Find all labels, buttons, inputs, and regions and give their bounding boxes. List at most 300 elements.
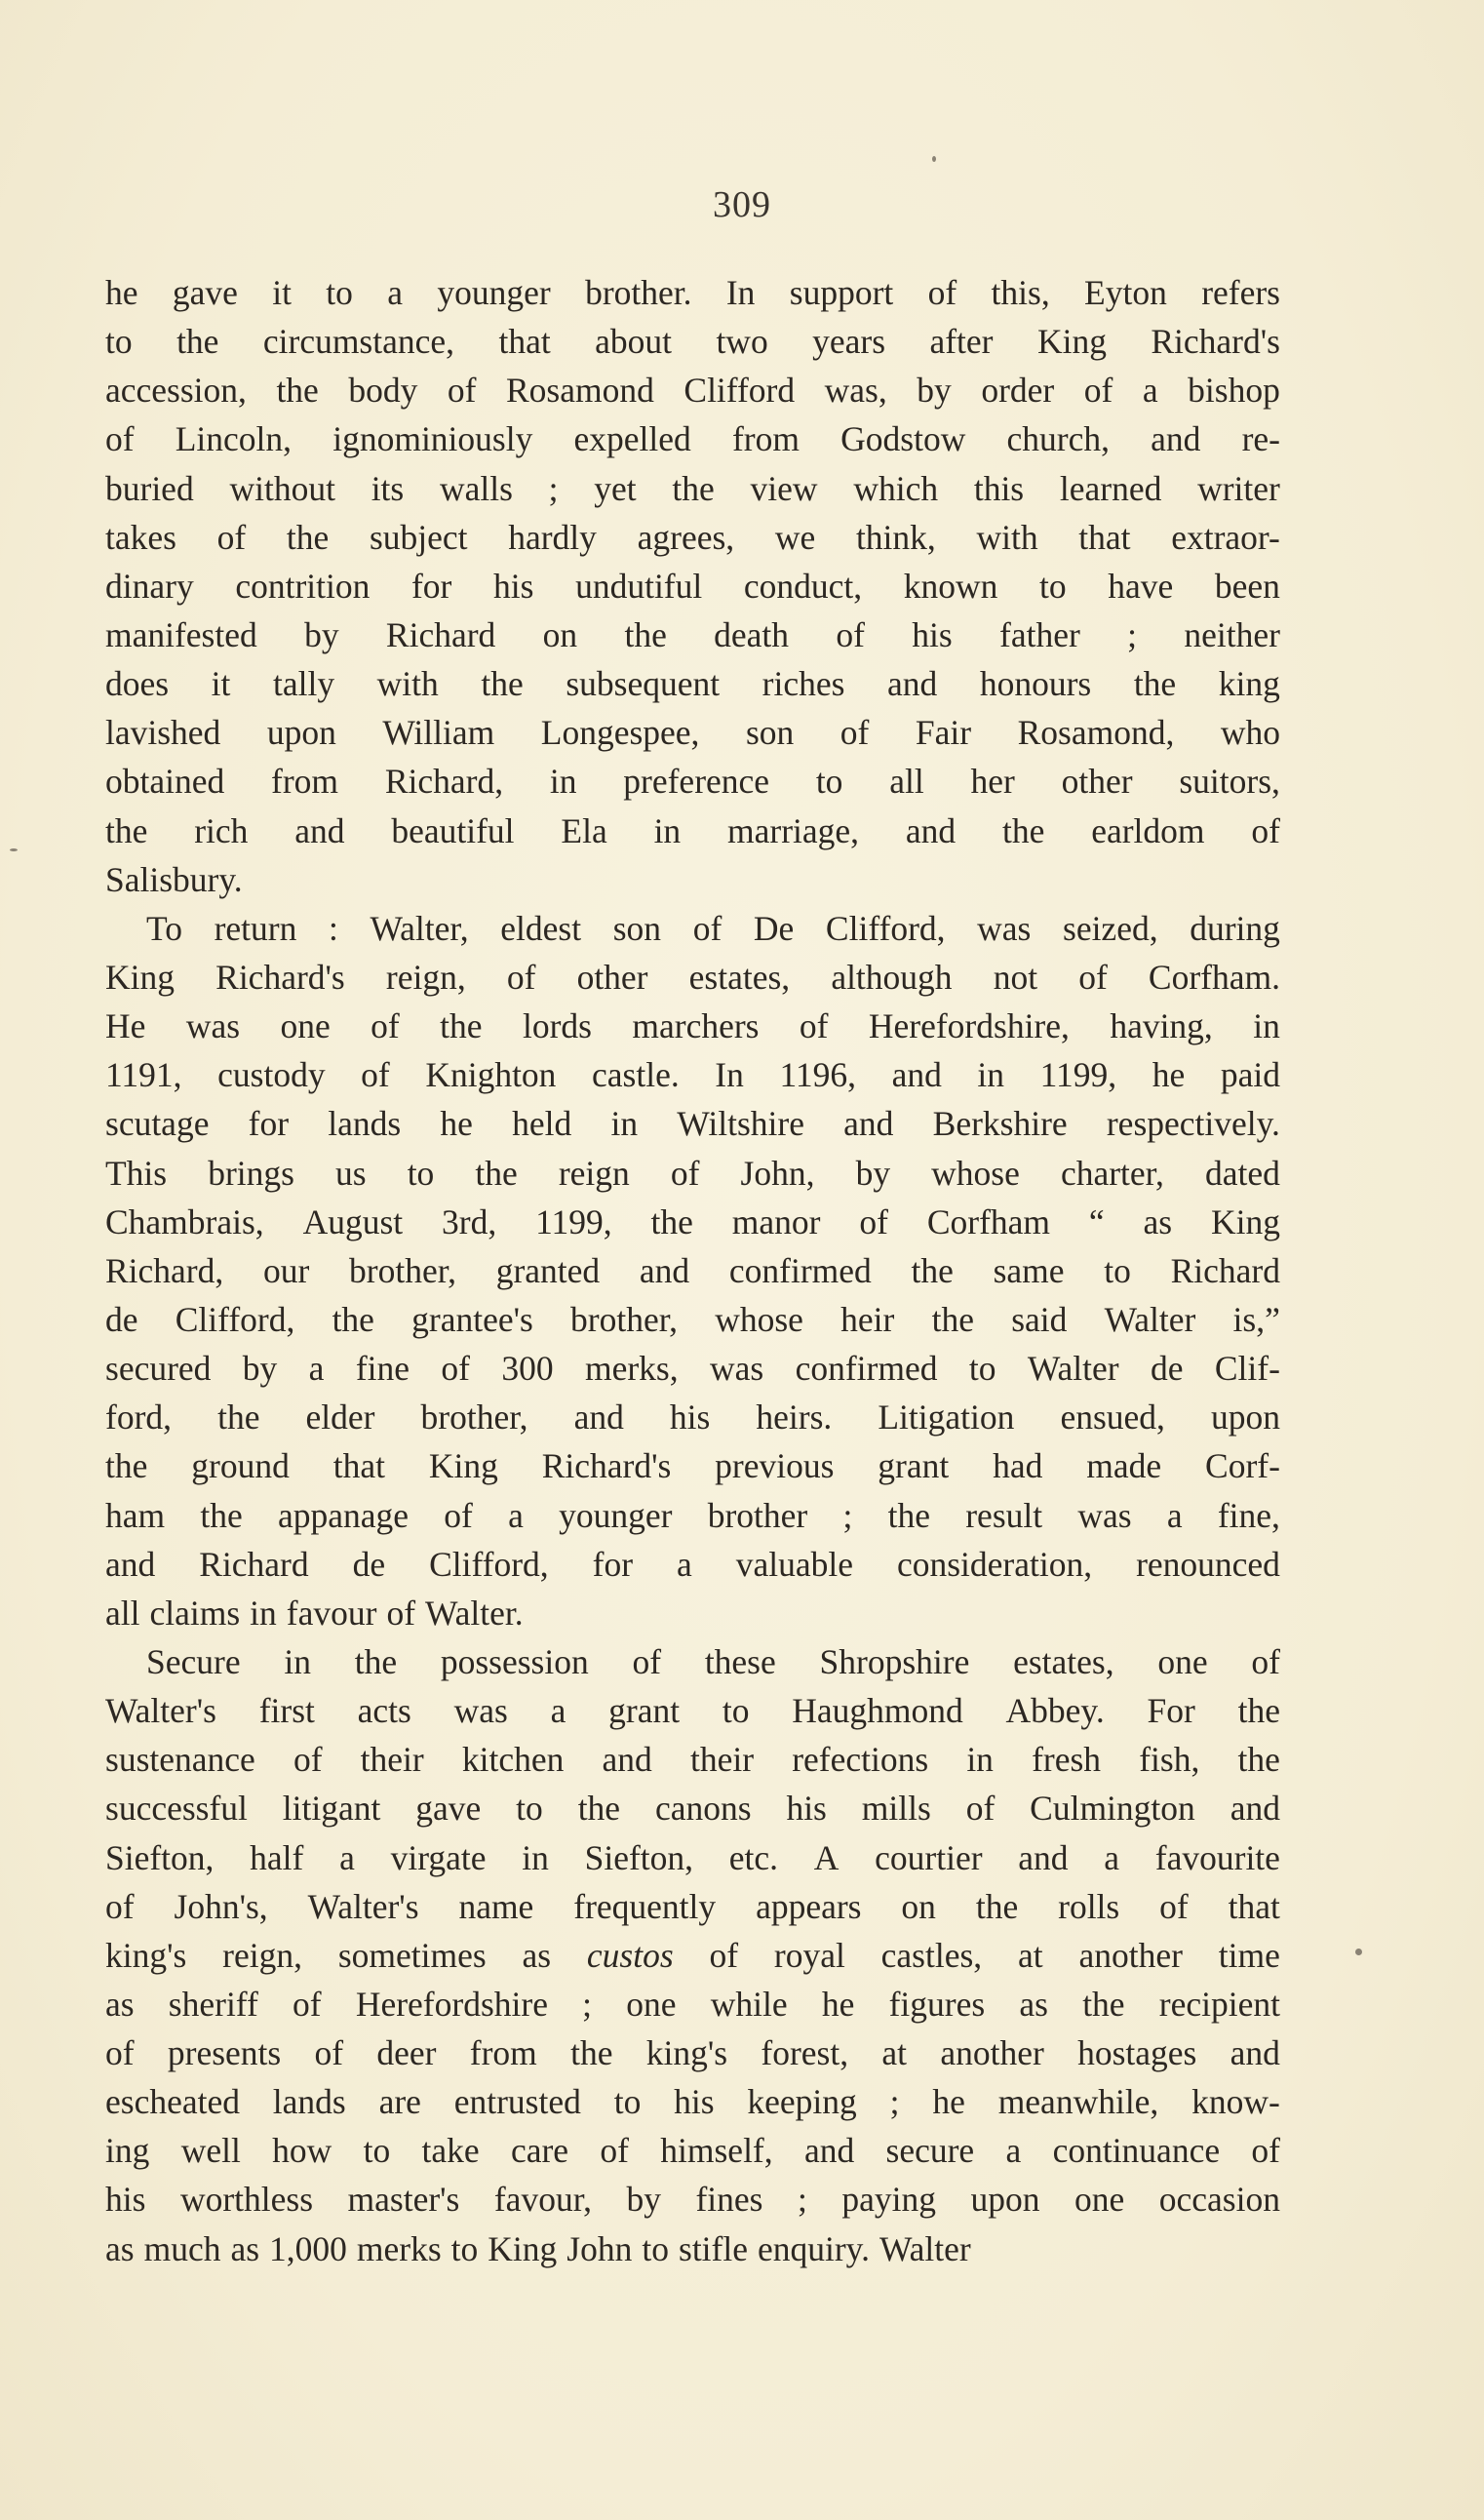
word: renounced bbox=[1136, 1544, 1280, 1584]
word: Walter's bbox=[307, 1886, 419, 1926]
word: favour, bbox=[493, 2180, 592, 2220]
word: deer bbox=[376, 2033, 437, 2073]
word: fish, bbox=[1139, 1740, 1200, 1780]
word: Corfham bbox=[926, 1201, 1051, 1241]
word: upon bbox=[266, 713, 336, 753]
word: preference bbox=[623, 762, 770, 802]
word: another bbox=[1078, 1935, 1183, 1975]
word: to bbox=[613, 2082, 642, 2122]
word: and bbox=[803, 2131, 855, 2171]
word: of bbox=[361, 1055, 390, 1095]
word: marchers bbox=[632, 1006, 760, 1046]
word: brother bbox=[707, 1495, 808, 1535]
word: brother. bbox=[585, 273, 692, 312]
word: appears bbox=[756, 1886, 862, 1926]
word: and bbox=[573, 1398, 624, 1437]
word: John, bbox=[740, 1153, 815, 1193]
word: August bbox=[302, 1201, 404, 1241]
word: estates, bbox=[688, 957, 791, 997]
text-line bbox=[105, 904, 1280, 953]
word: the bbox=[624, 614, 667, 654]
word: lands bbox=[328, 1104, 402, 1144]
paper-speck bbox=[10, 848, 18, 851]
word: the bbox=[276, 371, 319, 411]
word: Herefordshire bbox=[355, 1984, 548, 2024]
word: a bbox=[1005, 2131, 1022, 2171]
word: fine, bbox=[1217, 1495, 1280, 1535]
word: Richard's bbox=[1151, 322, 1280, 362]
word: view bbox=[750, 468, 818, 508]
word: was bbox=[453, 1691, 508, 1731]
body-text bbox=[105, 268, 1280, 2273]
word: the bbox=[332, 1299, 374, 1339]
word: and bbox=[887, 664, 938, 704]
word: as bbox=[522, 1935, 552, 1975]
word: and bbox=[602, 1740, 652, 1780]
word: are bbox=[378, 2082, 421, 2122]
word: dated bbox=[1205, 1153, 1280, 1193]
word: the bbox=[1002, 810, 1045, 850]
word: meanwhile, bbox=[997, 2082, 1159, 2122]
text-line bbox=[105, 2126, 1280, 2175]
word: and bbox=[843, 1104, 894, 1144]
word: and bbox=[1151, 419, 1201, 459]
word: charter, bbox=[1060, 1153, 1164, 1193]
word: Longespee, bbox=[540, 713, 700, 753]
word: to bbox=[450, 2228, 479, 2268]
word: was bbox=[185, 1006, 241, 1046]
word: whose bbox=[931, 1153, 1020, 1193]
word: de bbox=[352, 1544, 386, 1584]
word: paying bbox=[841, 2180, 936, 2220]
word: of bbox=[314, 2033, 344, 2073]
word: first bbox=[258, 1691, 315, 1731]
word: tally bbox=[272, 664, 335, 704]
word: much bbox=[143, 2228, 221, 2268]
word: etc. bbox=[728, 1837, 779, 1877]
word: his bbox=[786, 1789, 827, 1829]
word: of bbox=[386, 1593, 416, 1633]
word: worthless bbox=[179, 2180, 314, 2220]
word: of bbox=[709, 1935, 739, 1975]
word: virgate bbox=[390, 1837, 487, 1877]
word: that bbox=[1078, 517, 1131, 557]
word: king's bbox=[645, 2033, 728, 2073]
word: re- bbox=[1241, 419, 1280, 459]
word: said bbox=[1011, 1299, 1068, 1339]
word: of bbox=[799, 1006, 829, 1046]
word: two bbox=[716, 322, 768, 362]
word: that bbox=[332, 1446, 385, 1486]
word: by bbox=[304, 614, 339, 654]
word: de bbox=[105, 1299, 138, 1339]
word: his bbox=[912, 614, 953, 654]
word: support bbox=[789, 273, 894, 312]
word: a bbox=[508, 1495, 524, 1535]
text-line bbox=[105, 1686, 1280, 1735]
word: favourite bbox=[1154, 1837, 1280, 1877]
word: these bbox=[704, 1641, 776, 1681]
word: to bbox=[642, 2228, 669, 2268]
word: it bbox=[272, 273, 292, 312]
word: dinary bbox=[105, 566, 194, 606]
word: as bbox=[1019, 1984, 1048, 2024]
word: possession bbox=[440, 1641, 589, 1681]
word: to bbox=[968, 1349, 996, 1389]
word: He bbox=[105, 1006, 146, 1046]
word: death bbox=[714, 614, 790, 654]
word: William bbox=[382, 713, 495, 753]
word: “ bbox=[1088, 1201, 1105, 1241]
word: as bbox=[230, 2228, 260, 2268]
word: writer bbox=[1197, 468, 1280, 508]
word: their bbox=[360, 1740, 424, 1780]
word: valuable bbox=[735, 1544, 854, 1584]
text-line bbox=[105, 2028, 1280, 2077]
word: in bbox=[284, 1641, 311, 1681]
word: conduct, bbox=[743, 566, 863, 606]
word: favour bbox=[286, 1593, 377, 1633]
word: Walter, bbox=[370, 908, 469, 948]
text-line bbox=[105, 1833, 1280, 1882]
word: confirmed bbox=[795, 1349, 938, 1389]
word: brother, bbox=[349, 1250, 456, 1290]
word: Secure bbox=[146, 1641, 241, 1681]
text-line bbox=[105, 953, 1280, 1002]
text-line bbox=[105, 1540, 1280, 1589]
word: of bbox=[105, 1886, 135, 1926]
word: scutage bbox=[105, 1104, 210, 1144]
word: a bbox=[308, 1349, 325, 1389]
word: ground bbox=[191, 1446, 290, 1486]
word: the bbox=[440, 1006, 483, 1046]
text-line bbox=[105, 1198, 1280, 1246]
word: in bbox=[522, 1837, 549, 1877]
word: subject bbox=[369, 517, 468, 557]
word: Richard, bbox=[105, 1250, 224, 1290]
word: take bbox=[421, 2131, 480, 2171]
text-line bbox=[105, 1002, 1280, 1050]
word: and bbox=[1230, 1789, 1280, 1829]
word: riches bbox=[762, 664, 845, 704]
word: lavished bbox=[105, 713, 221, 753]
word: sometimes bbox=[337, 1935, 487, 1975]
word: earldom bbox=[1091, 810, 1205, 850]
word: Ela bbox=[561, 810, 607, 850]
word: us bbox=[335, 1153, 367, 1193]
word: subsequent bbox=[566, 664, 721, 704]
word: Fair bbox=[915, 713, 972, 753]
text-line bbox=[105, 317, 1280, 366]
word: by bbox=[917, 371, 952, 411]
word: neither bbox=[1184, 614, 1280, 654]
word: he bbox=[440, 1104, 473, 1144]
word: in bbox=[250, 1593, 277, 1633]
text-line bbox=[105, 464, 1280, 513]
word: a bbox=[677, 1544, 692, 1584]
word: other bbox=[576, 957, 648, 997]
word: merks, bbox=[584, 1349, 679, 1389]
word: appanage bbox=[278, 1495, 410, 1535]
text-line bbox=[105, 610, 1280, 659]
word: the bbox=[286, 517, 330, 557]
word: of bbox=[1251, 2131, 1280, 2171]
word: lands bbox=[272, 2082, 346, 2122]
word: a bbox=[1142, 371, 1158, 411]
text-line bbox=[105, 757, 1280, 806]
word: and bbox=[891, 1055, 942, 1095]
word: of bbox=[444, 1495, 473, 1535]
text-line bbox=[105, 1784, 1280, 1832]
word: the bbox=[1237, 1691, 1280, 1731]
word: ensued, bbox=[1060, 1398, 1165, 1437]
word: all bbox=[105, 1593, 140, 1633]
word: the bbox=[105, 810, 148, 850]
word: custody bbox=[217, 1055, 326, 1095]
text-line bbox=[105, 513, 1280, 562]
page-number: 309 bbox=[713, 184, 771, 225]
word: with bbox=[976, 517, 1038, 557]
word: with bbox=[376, 664, 439, 704]
word: of bbox=[105, 2033, 135, 2073]
word: one bbox=[1074, 2180, 1125, 2220]
word: takes bbox=[105, 517, 176, 557]
word: of bbox=[965, 1789, 996, 1829]
word: consideration, bbox=[896, 1544, 1093, 1584]
word: ignominiously bbox=[332, 419, 533, 459]
text-line bbox=[105, 268, 1280, 317]
word: in bbox=[966, 1740, 994, 1780]
word: father bbox=[999, 614, 1080, 654]
word: younger bbox=[559, 1495, 673, 1535]
word: lords bbox=[522, 1006, 592, 1046]
word: of bbox=[506, 957, 536, 997]
word: as bbox=[105, 2228, 135, 2268]
word: Clifford bbox=[683, 371, 796, 411]
word: upon bbox=[1210, 1398, 1280, 1437]
word: courtier bbox=[875, 1837, 983, 1877]
word: fresh bbox=[1032, 1740, 1102, 1780]
word: as bbox=[105, 1984, 135, 2024]
word: 1199, bbox=[535, 1201, 612, 1241]
word: master's bbox=[347, 2180, 460, 2220]
word: we bbox=[774, 517, 816, 557]
word: Berkshire bbox=[932, 1104, 1068, 1144]
word: care bbox=[510, 2131, 569, 2171]
word: King bbox=[488, 2228, 558, 2268]
word: the bbox=[887, 1495, 930, 1535]
word: figures bbox=[888, 1984, 986, 2024]
word: for bbox=[592, 1544, 634, 1584]
word: result bbox=[965, 1495, 1043, 1535]
word: he bbox=[821, 1984, 855, 2024]
word: on bbox=[901, 1886, 936, 1926]
text-line bbox=[105, 1637, 1280, 1686]
word: gave bbox=[415, 1789, 482, 1829]
word: another bbox=[940, 2033, 1044, 2073]
word: himself, bbox=[660, 2131, 773, 2171]
text-line bbox=[105, 366, 1280, 414]
word: sustenance bbox=[105, 1740, 255, 1780]
word: and bbox=[1230, 2033, 1280, 2073]
word: keeping bbox=[747, 2082, 857, 2122]
word: Clifford, bbox=[175, 1299, 295, 1339]
word: grant bbox=[608, 1691, 681, 1731]
word: forest, bbox=[761, 2033, 849, 2073]
word: does bbox=[105, 664, 170, 704]
word: the bbox=[577, 1789, 621, 1829]
word: Culmington bbox=[1030, 1789, 1195, 1829]
word: of bbox=[371, 1006, 400, 1046]
word: of bbox=[105, 419, 135, 459]
word: from bbox=[271, 762, 339, 802]
word: brother, bbox=[420, 1398, 528, 1437]
word: which bbox=[853, 468, 939, 508]
word: return bbox=[214, 908, 297, 948]
word: enquiry. bbox=[757, 2228, 870, 2268]
word: 3rd, bbox=[442, 1201, 497, 1241]
word: to bbox=[363, 2131, 391, 2171]
word: ing bbox=[105, 2131, 150, 2171]
word: eldest bbox=[500, 908, 582, 948]
word: agrees, bbox=[637, 517, 735, 557]
word: king bbox=[1218, 664, 1280, 704]
word: frequently bbox=[573, 1886, 717, 1926]
word: order bbox=[981, 371, 1055, 411]
word: the bbox=[200, 1495, 243, 1535]
word: This bbox=[105, 1153, 168, 1193]
word: previous bbox=[715, 1446, 835, 1486]
word: accession, bbox=[105, 371, 247, 411]
word: secure bbox=[885, 2131, 975, 2171]
word: in bbox=[653, 810, 682, 850]
word: he bbox=[1152, 1055, 1186, 1095]
word: grantee's bbox=[411, 1299, 533, 1339]
word: stifle bbox=[679, 2228, 748, 2268]
paper-speck bbox=[932, 156, 936, 162]
word: In bbox=[725, 273, 756, 312]
word: the bbox=[570, 2033, 613, 2073]
word: Corf- bbox=[1205, 1446, 1280, 1486]
word: King bbox=[1210, 1201, 1280, 1241]
word: Knighton bbox=[425, 1055, 557, 1095]
word: seized, bbox=[1063, 908, 1158, 948]
word: 1191, bbox=[105, 1055, 182, 1095]
word: ; bbox=[797, 2180, 807, 2220]
word: how bbox=[272, 2131, 332, 2171]
word: Walter. bbox=[425, 1593, 524, 1633]
word: ham bbox=[105, 1495, 166, 1535]
word: entrusted bbox=[453, 2082, 581, 2122]
word: the bbox=[481, 664, 524, 704]
word: to bbox=[326, 273, 353, 312]
word: of bbox=[927, 273, 957, 312]
word: ; bbox=[1127, 614, 1138, 654]
word: son bbox=[745, 713, 795, 753]
word: merks bbox=[356, 2228, 442, 2268]
word: suitors, bbox=[1179, 762, 1280, 802]
text-line bbox=[105, 807, 1280, 855]
word: and bbox=[905, 810, 957, 850]
word: been bbox=[1214, 566, 1280, 606]
text-line bbox=[105, 1099, 1280, 1148]
word: contrition bbox=[235, 566, 371, 606]
word: Abbey. bbox=[1005, 1691, 1105, 1731]
word: Richard's bbox=[215, 957, 345, 997]
word: although bbox=[831, 957, 953, 997]
word: this, bbox=[991, 273, 1050, 312]
word: to bbox=[1104, 1250, 1131, 1290]
word: rich bbox=[194, 810, 249, 850]
word: Rosamond, bbox=[1017, 713, 1175, 753]
word: and bbox=[294, 810, 345, 850]
word: of bbox=[632, 1641, 662, 1681]
text-line bbox=[105, 1931, 1280, 1980]
word: for bbox=[248, 1104, 290, 1144]
word: having, bbox=[1110, 1006, 1213, 1046]
word: of bbox=[692, 908, 722, 948]
word: De bbox=[753, 908, 795, 948]
word: ; bbox=[582, 1984, 593, 2024]
word: royal bbox=[773, 1935, 845, 1975]
word: Rosamond bbox=[505, 371, 654, 411]
word: refections bbox=[792, 1740, 929, 1780]
text-line bbox=[105, 2175, 1280, 2224]
word: to bbox=[815, 762, 843, 802]
word: the bbox=[1082, 1984, 1125, 2024]
word: A bbox=[813, 1837, 840, 1877]
text-line bbox=[105, 1491, 1280, 1540]
word: Walter bbox=[1104, 1299, 1196, 1339]
word: on bbox=[542, 614, 578, 654]
word: one bbox=[280, 1006, 331, 1046]
word: Richard, bbox=[384, 762, 504, 802]
word: his bbox=[105, 2180, 146, 2220]
word: that bbox=[1228, 1886, 1280, 1926]
word: and bbox=[1018, 1837, 1069, 1877]
word: king's bbox=[105, 1935, 187, 1975]
word: reign bbox=[558, 1153, 630, 1193]
text-line bbox=[105, 2225, 1280, 2273]
word: Haughmond bbox=[792, 1691, 963, 1731]
word: For bbox=[1147, 1691, 1195, 1731]
word: 1196, bbox=[779, 1055, 856, 1095]
text-line bbox=[105, 708, 1280, 757]
word: kitchen bbox=[461, 1740, 565, 1780]
word: at bbox=[881, 2033, 908, 2073]
text-line bbox=[105, 855, 1280, 904]
text-line bbox=[105, 1050, 1280, 1099]
word: that bbox=[498, 322, 551, 362]
word: was bbox=[977, 908, 1032, 948]
word: heir bbox=[840, 1299, 895, 1339]
word: ; bbox=[548, 468, 559, 508]
word: a bbox=[1104, 1837, 1120, 1877]
word: Litigation bbox=[878, 1398, 1015, 1437]
word: who bbox=[1220, 713, 1280, 753]
word: Herefordshire, bbox=[868, 1006, 1070, 1046]
word: name bbox=[458, 1886, 534, 1926]
word: and bbox=[639, 1250, 690, 1290]
word: his bbox=[493, 566, 534, 606]
text-line bbox=[105, 1980, 1280, 2028]
text-line bbox=[105, 562, 1280, 610]
word: bishop bbox=[1188, 371, 1280, 411]
word: a bbox=[550, 1691, 566, 1731]
word: know- bbox=[1191, 2082, 1280, 2122]
word: : bbox=[328, 908, 338, 948]
word: Siefton, bbox=[584, 1837, 694, 1877]
